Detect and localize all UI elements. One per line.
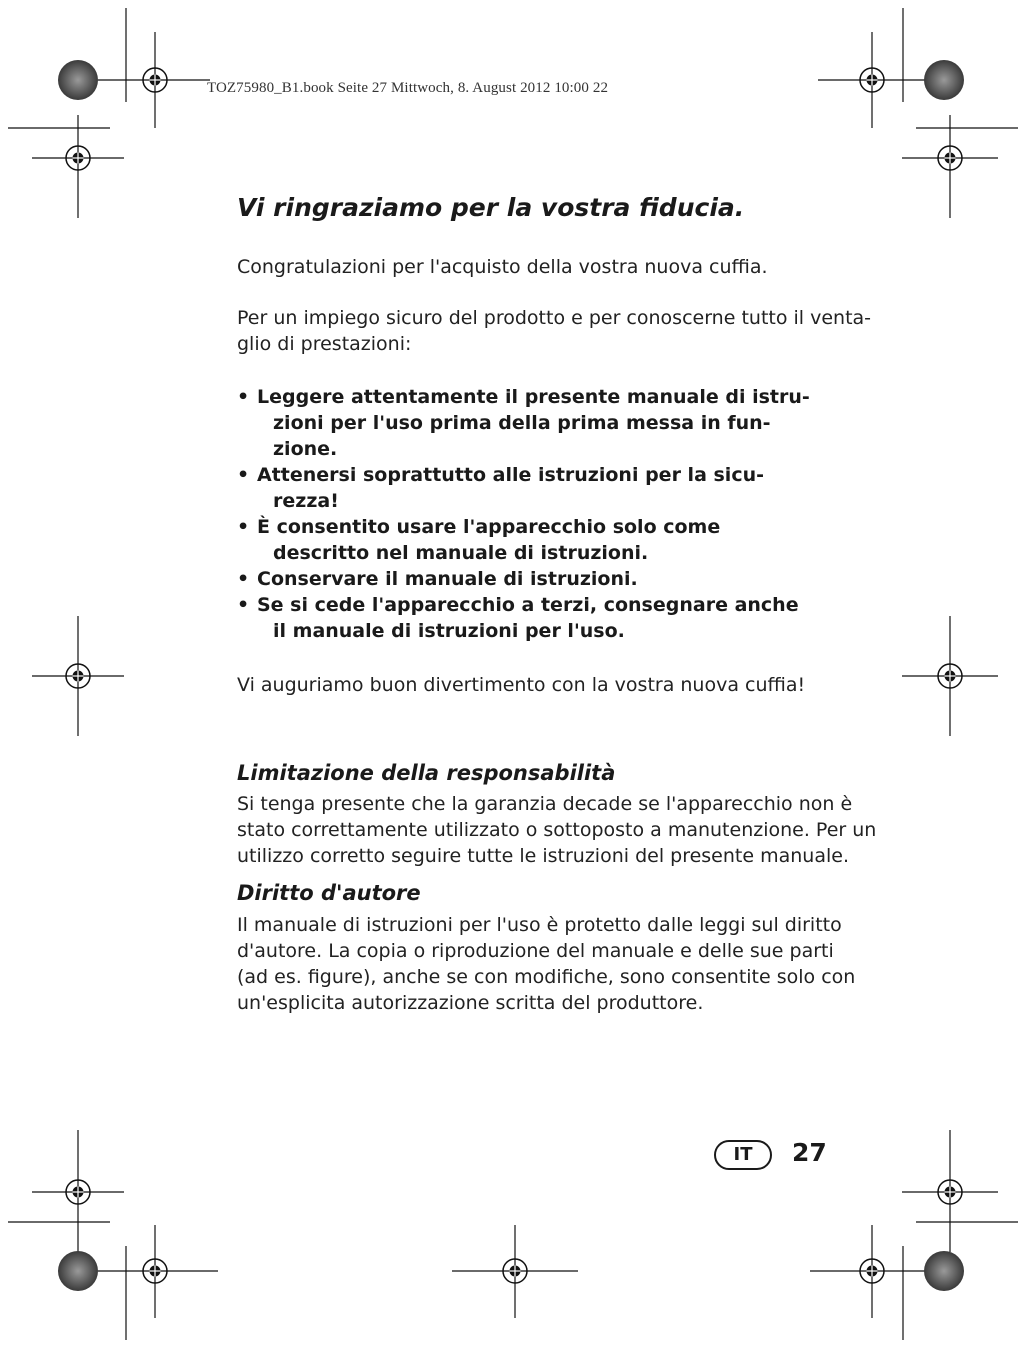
usage-paragraph [237,305,871,357]
instruction-line: zioni per l'uso prima della prima messa in fun- [273,412,771,434]
copyright-paragraph [237,912,855,1016]
instruction-line: Leggere attentamente il presente manuale di istru- [257,386,810,408]
language-badge: IT [714,1140,772,1170]
copyright-line: d'autore. La copia o riproduzione del manuale e delle sue parti [237,940,834,962]
bullet-icon: • [237,516,250,538]
liability-paragraph [237,791,876,869]
liability-heading: Limitazione della responsabilità [237,761,616,785]
bullet-icon: • [237,594,250,616]
copyright-line: Il manuale di istruzioni per l'uso è protetto dalle leggi sul diritto [237,914,842,936]
liability-line: Si tenga presente che la garanzia decade se l'apparecchio non è [237,793,853,815]
copyright-line: (ad es. figure), anche se con modifiche, sono consentite solo con [237,966,856,988]
instruction-line: Attenersi soprattutto alle istruzioni per la sicu- [257,464,764,486]
instruction-line: il manuale di istruzioni per l'uso. [273,620,625,642]
bullet-icon: • [237,568,250,590]
copyright-line: un'esplicita autorizzazione scritta del produttore. [237,992,704,1014]
copyright-heading: Diritto d'autore [237,881,421,905]
liability-line: stato correttamente utilizzato o sottoposto a manutenzione. Per un [237,819,877,841]
page-title: Vi ringraziamo per la vostra fiducia. [237,193,745,222]
print-header: TOZ75980_B1.book Seite 27 Mittwoch, 8. August 2012 10:00 22 [207,80,609,96]
instruction-line: Se si cede l'apparecchio a terzi, consegnare anche [257,594,799,616]
instruction-line: zione. [273,438,338,460]
instruction-item [237,462,837,514]
instruction-item [237,566,837,592]
instruction-line: descritto nel manuale di istruzioni. [273,542,649,564]
instruction-item [237,514,837,566]
intro-paragraph: Congratulazioni per l'acquisto della vostra nuova cuffia. [237,256,768,278]
instruction-list [237,384,837,644]
bullet-icon: • [237,464,250,486]
instruction-line: È consentito usare l'apparecchio solo come [257,516,721,538]
closing-paragraph: Vi auguriamo buon divertimento con la vostra nuova cuffia! [237,674,806,696]
instruction-item [237,384,837,462]
liability-line: utilizzo corretto seguire tutte le istruzioni del presente manuale. [237,845,849,867]
page-number: 27 [792,1138,827,1167]
bullet-icon: • [237,386,250,408]
instruction-item [237,592,837,644]
usage-line: Per un impiego sicuro del prodotto e per conoscerne tutto il venta- [237,307,872,329]
instruction-line: Conservare il manuale di istruzioni. [257,568,638,590]
instruction-line: rezza! [273,490,339,512]
usage-line: glio di prestazioni: [237,333,412,355]
